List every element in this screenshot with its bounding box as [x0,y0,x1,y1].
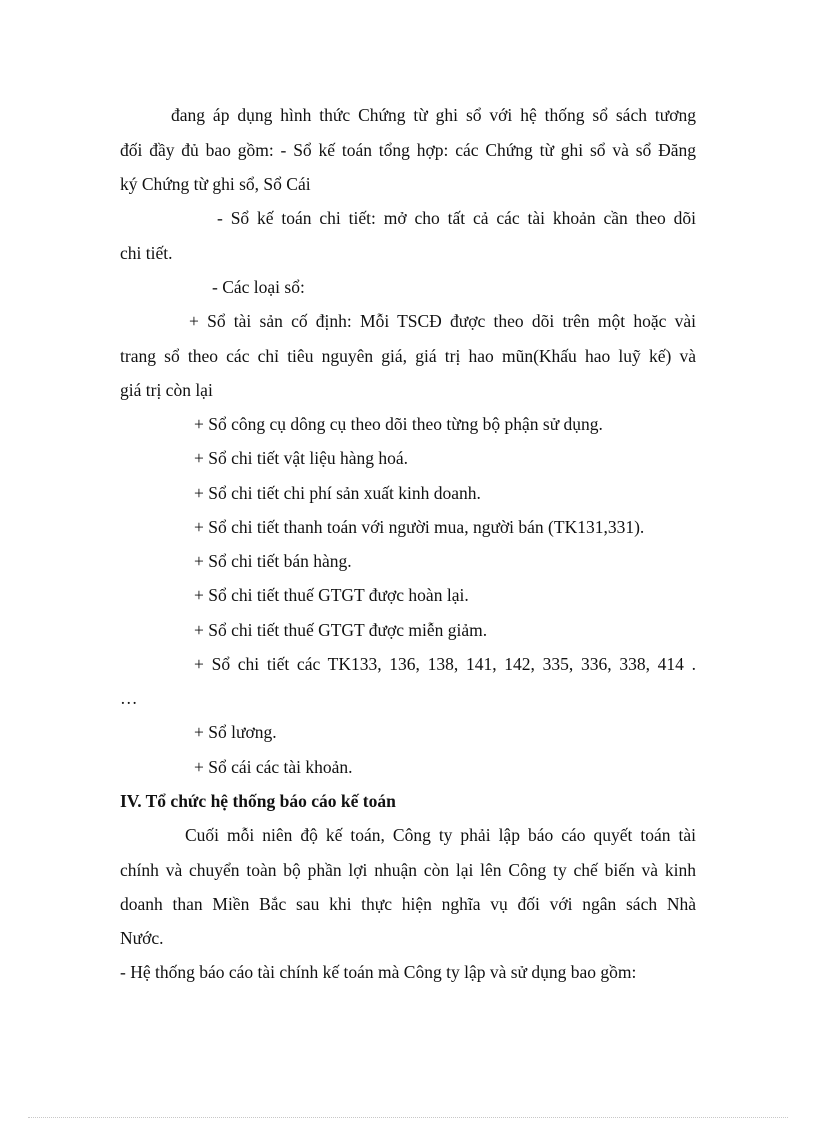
list-heading: - Các loại sổ: [212,277,305,297]
paragraph-line: - Hệ thống báo cáo tài chính kế toán mà Công ty lập và sử dụng bao gồm: [120,962,637,982]
paragraph-line: chính và chuyển toàn bộ phần lợi nhuận còn lại lên Công ty chế biến và kinh [120,860,696,880]
paragraph-line: giá trị còn lại [120,380,213,400]
list-item: + Sổ chi tiết các TK133, 136, 138, 141, 142, 335, 336, 338, 414 . [194,654,696,674]
ellipsis-line: … [120,688,138,708]
section-heading: IV. Tổ chức hệ thống báo cáo kế toán [120,791,396,811]
page-bottom-rule [28,1117,788,1118]
list-item: + Sổ tài sản cố định: Mỗi TSCĐ được theo dõi trên một hoặc vài [189,311,696,331]
list-item: + Sổ chi tiết thanh toán với người mua, người bán (TK131,331). [194,517,645,537]
paragraph-line: ký Chứng từ ghi sổ, Sổ Cái [120,174,311,194]
paragraph-line: trang sổ theo các chỉ tiêu nguyên giá, giá trị hao mũn(Khấu hao luỹ kế) và [120,346,696,366]
list-item: + Sổ chi tiết thuế GTGT được miễn giảm. [194,620,488,640]
list-item: + Sổ cái các tài khoản. [194,757,353,777]
paragraph-line: Cuối mỗi niên độ kế toán, Công ty phải lập báo cáo quyết toán tài [185,825,696,845]
paragraph-line: đang áp dụng hình thức Chứng từ ghi sổ với hệ thống sổ sách tương [171,105,696,125]
list-item: + Sổ lương. [194,722,277,742]
paragraph-line: Nước. [120,928,164,948]
list-item: + Sổ chi tiết vật liệu hàng hoá. [194,448,408,468]
list-item: + Sổ chi tiết thuế GTGT được hoàn lại. [194,585,469,605]
list-item: + Sổ công cụ dông cụ theo dõi theo từng bộ phận sử dụng. [194,414,603,434]
list-item: + Sổ chi tiết bán hàng. [194,551,352,571]
paragraph-line: doanh than Miền Bắc sau khi thực hiện nghĩa vụ đối với ngân sách Nhà [120,894,696,914]
paragraph-line: - Sổ kế toán chi tiết: mở cho tất cả các tài khoản cần theo dõi [217,208,696,228]
paragraph-line: đối đầy đủ bao gồm: - Sổ kế toán tổng hợp: các Chứng từ ghi sổ và sổ Đăng [120,140,696,160]
paragraph-line: chi tiết. [120,243,173,263]
list-item: + Sổ chi tiết chi phí sản xuất kinh doanh. [194,483,481,503]
